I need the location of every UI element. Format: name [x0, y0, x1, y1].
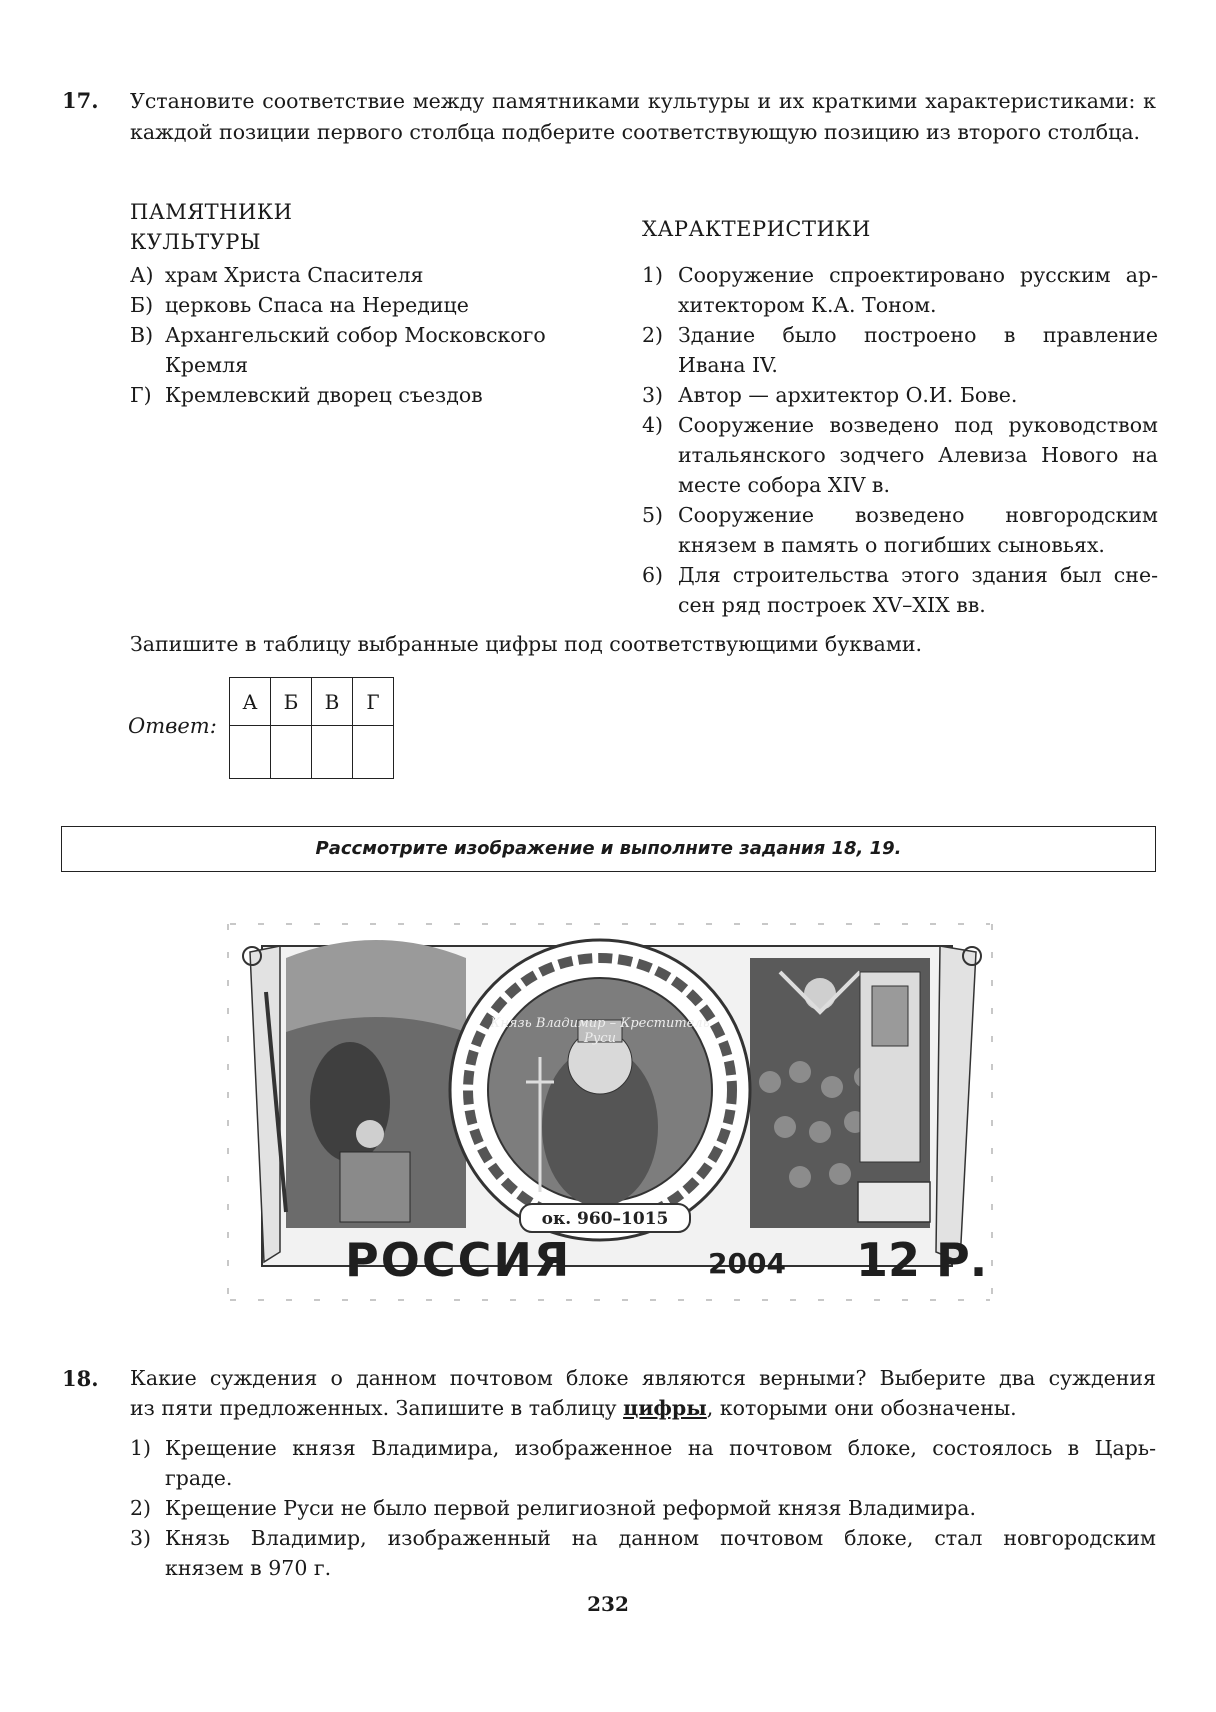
monument-item: храм Христа Спасителя — [165, 263, 424, 287]
characteristic-item: Сооружение спроектировано русским ар- — [678, 263, 1158, 287]
banner-text: Рассмотрите изображение и выполните задания 18, 19. — [315, 838, 902, 859]
answer-cell[interactable] — [312, 726, 353, 779]
task18-line1: Какие суждения о данном почтовом блоке являются верными? Выберите два суждения — [130, 1366, 1156, 1390]
task18-emphasis: цифры — [623, 1396, 707, 1420]
monument-item: Кремлевский дворец съездов — [165, 383, 483, 407]
answer-col-header: А — [230, 678, 271, 726]
answer-col-header: Б — [271, 678, 312, 726]
characteristic-item-cont: хитектором К.А. Тоном. — [678, 293, 937, 317]
characteristic-item: Автор — архитектор О.И. Бове. — [678, 383, 1018, 407]
characteristic-item: Сооружение возведено под руководством — [678, 413, 1158, 437]
monument-item-cont: Кремля — [165, 353, 249, 377]
answer-label: Ответ: — [128, 714, 217, 738]
characteristic-item: Здание было построено в правление — [678, 323, 1158, 347]
task18-line2-part2: , которыми они обозначены. — [706, 1396, 1017, 1420]
characteristic-number: 5) — [642, 503, 664, 527]
monument-item: церковь Спаса на Нередице — [165, 293, 469, 317]
characteristic-number: 6) — [642, 563, 664, 587]
task18-line2 — [130, 1396, 1017, 1420]
characteristic-number: 4) — [642, 413, 664, 437]
option-number: 1) — [130, 1436, 152, 1460]
instruction-banner — [61, 826, 1156, 872]
answer-cell[interactable] — [353, 726, 394, 779]
monuments-header-line2: КУЛЬТУРЫ — [130, 230, 262, 254]
monument-letter: Б) — [130, 293, 154, 317]
option-item: Крещение князя Владимира, изображенное на почтовом блоке, состоялось в Царь- — [165, 1436, 1156, 1460]
characteristic-item-cont: итальянского зодчего Алевиза Нового на — [678, 443, 1158, 467]
characteristic-item-cont: месте собора XIV в. — [678, 473, 890, 497]
characteristic-item-cont: сен ряд построек XV–XIX вв. — [678, 593, 986, 617]
characteristics-header: ХАРАКТЕРИСТИКИ — [642, 217, 871, 241]
monuments-header-line1: ПАМЯТНИКИ — [130, 200, 293, 224]
monument-letter: А) — [130, 263, 154, 287]
answer-col-header: В — [312, 678, 353, 726]
answer-cell[interactable] — [230, 726, 271, 779]
answer-cell[interactable] — [271, 726, 312, 779]
characteristic-number: 3) — [642, 383, 664, 407]
page-number: 232 — [587, 1592, 629, 1616]
option-item-cont: граде. — [165, 1466, 233, 1490]
monument-letter: Г) — [130, 383, 152, 407]
stamp-country: РОССИЯ — [345, 1233, 572, 1287]
monument-letter: В) — [130, 323, 154, 347]
task17-instruction: Запишите в таблицу выбранные цифры под соответствующими буквами. — [130, 632, 923, 656]
option-number: 2) — [130, 1496, 152, 1520]
answer-col-header: Г — [353, 678, 394, 726]
medallion-inscription: Князь Владимир – Креститель Руси — [490, 1016, 710, 1046]
characteristic-item-cont: князем в память о погибших сыновьях. — [678, 533, 1105, 557]
option-item: Князь Владимир, изображенный на данном почтовом блоке, стал новгородским — [165, 1526, 1156, 1550]
stamp-dates: ок. 960–1015 — [541, 1209, 669, 1229]
book-icon — [858, 1182, 930, 1222]
task17-number: 17. — [62, 88, 99, 113]
characteristic-item-cont: Ивана IV. — [678, 353, 778, 377]
task17-intro: Установите соответствие между памятниками культуры и их краткими характеристиками: к каждой позиции первого столбца подберите соответствующую позицию из второго столбца. — [130, 89, 1156, 144]
characteristic-item: Для строительства этого здания был сне- — [678, 563, 1158, 587]
right-scroll-icon — [936, 946, 976, 1262]
task18-number: 18. — [62, 1366, 99, 1391]
characteristic-number: 2) — [642, 323, 664, 347]
answer-table — [229, 677, 394, 779]
stamp-year: 2004 — [708, 1247, 786, 1280]
characteristic-number: 1) — [642, 263, 664, 287]
monument-item: Архангельский собор Московского — [165, 323, 546, 347]
characteristic-item: Сооружение возведено новгородским — [678, 503, 1158, 527]
option-item-cont: князем в 970 г. — [165, 1556, 332, 1580]
stamp-value: 12 Р. — [856, 1233, 988, 1287]
task18-line2-part1: из пяти предложенных. Запишите в таблицу — [130, 1396, 624, 1420]
option-item: Крещение Руси не было первой религиозной реформой князя Владимира. — [165, 1496, 977, 1520]
option-number: 3) — [130, 1526, 152, 1550]
